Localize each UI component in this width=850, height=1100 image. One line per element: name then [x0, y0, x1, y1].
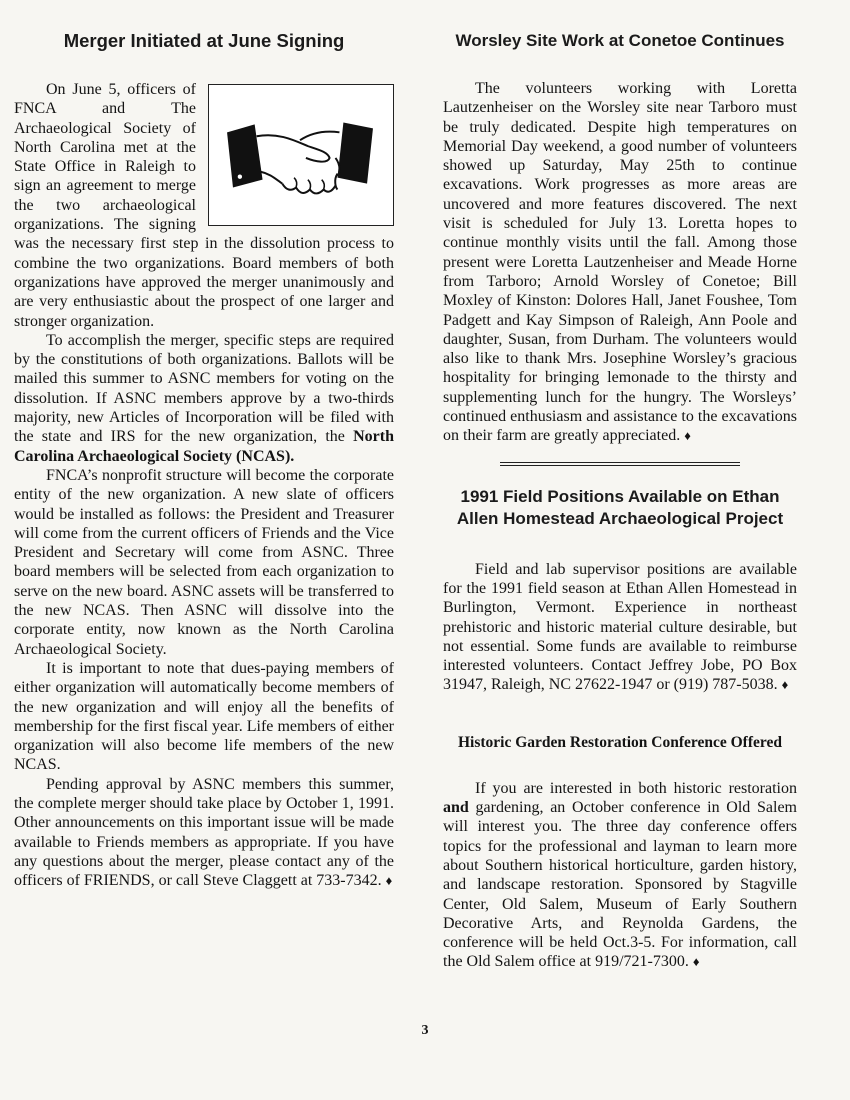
field-positions-title: 1991 Field Positions Available on Ethan Allen Homestead Archaeological Project: [456, 486, 784, 528]
garden-conference-body: If you are interested in both historic restoration and gardening, an October conference in Old Salem will interest you. The three day conference offers topics for the professional and layman to learn more about Southern historical horticulture, garden history, and landscape restoration. Sponsored by Stagville Center, Old Salem, Museum of Early Southern Decorative Arts, and Reynolda Gardens, the conference will be held Oct.3-5. For information, call the Old Salem office at 919/721-7300. ♦: [443, 779, 797, 971]
right-column: [443, 30, 797, 972]
page-number: 3: [421, 1023, 429, 1038]
end-mark-icon: ♦: [684, 428, 691, 444]
ncas-name: North Carolina Archaeological Society (NCAS).: [14, 428, 394, 465]
end-mark-icon: ♦: [692, 954, 700, 970]
merger-title: Merger Initiated at June Signing: [63, 30, 345, 51]
worsley-title: Worsley Site Work at Conetoe Continues: [455, 31, 785, 50]
handshake-illustration: [208, 84, 394, 226]
field-positions-body: Field and lab supervisor positions are available for the 1991 field season at Ethan Allen Homestead in Burlington, Vermont. Experience in northeast prehistoric and historic material culture desirable, but not essential. Some funds are available to reimburse interested volunteers. Contact Jeffrey Jobe, PO Box 31947, Raleigh, NC 27622-1947 or (919) 787-5038. ♦: [443, 560, 797, 694]
worsley-body: The volunteers working with Loretta Lautzenheiser on the Worsley site near Tarboro must be truly dedicated. Despite high temperatures on Memorial Day weekend, a good number of volunteers showed up Saturday, May 25th to continue excavations. Work progresses as more areas are uncovered and more features discovered. The next visit is scheduled for July 13. Loretta hopes to continue monthly visits until the fall. Among those present were Loretta Lautzenheiser and Meade Horne from Tarboro; Arnold Worsley of Conetoe; Bill Moxley of Kinston: Dolores Hall, Janet Foushee, Tom Padgett and Kay Simpson of Raleigh, Ann Poole and daughter, Susan, from Durham. The volunteers would also like to thank Mrs. Josephine Worsley’s gracious hospitality for bringing lemonade to the thirsty and supplementing lunch for the hungry. The Worsleys’ continued enthusiasm and assistance to the excavations on their farm are greatly appreciated. ♦: [443, 80, 797, 445]
left-column: [14, 30, 394, 890]
end-mark-icon: ♦: [385, 873, 393, 889]
garden-conference-title: Historic Garden Restoration Conference Offered: [458, 733, 782, 751]
handshake-icon: [209, 85, 393, 225]
merger-paragraph-4: It is important to note that dues-paying members of either organization will automatically become members of the new organization and will enjoy all the benefits of membership for the first fiscal year. Life members of either organization will also become life members of the new NCAS.: [14, 659, 394, 774]
end-mark-icon: ♦: [781, 677, 789, 693]
merger-paragraph-5: Pending approval by ASNC members this summer, the complete merger should take place by October 1, 1991. Other announcements on this important issue will be made available to Friends members as appropriate. If you have any questions about the merger, please contact any of the officers of FRIENDS, or call Steve Claggett at 733-7342. ♦: [14, 775, 394, 890]
merger-paragraph-2: To accomplish the merger, specific steps are required by the constitutions of both organizations. Ballots will be mailed this summer to ASNC members for voting on the dissolution. If ASNC members approve by a two-thirds majority, new Articles of Incorporation will be filed with the state and IRS for the new organization, the North Carolina Archaeological Society (NCAS).: [14, 331, 394, 465]
merger-paragraph-1: On June 5, officers of FNCA and The Archaeological Society of North Carolina met at the State Office in Raleigh to sign an agreement to merge the two archaeological organizations. The signing was the necessary first step in the dissolution process to combine the two organizations. Board members of both organizations have approved the merger unanimously and are very enthusiastic about the prospect of one larger and stronger organization.: [14, 81, 394, 330]
merger-paragraph-3: FNCA’s nonprofit structure will become the corporate entity of the new organization. A new slate of officers would be installed as follows: the President and Treasurer will come from the current officers of Friends and the Vice President and Secretary will come from ASNC. Three board members will be selected from each organization to serve on the new board. ASNC assets will be transferred to the new NCAS. Then ASNC will dissolve into the corporate entity, now known as the North Carolina Archaeological Society.: [14, 466, 394, 658]
